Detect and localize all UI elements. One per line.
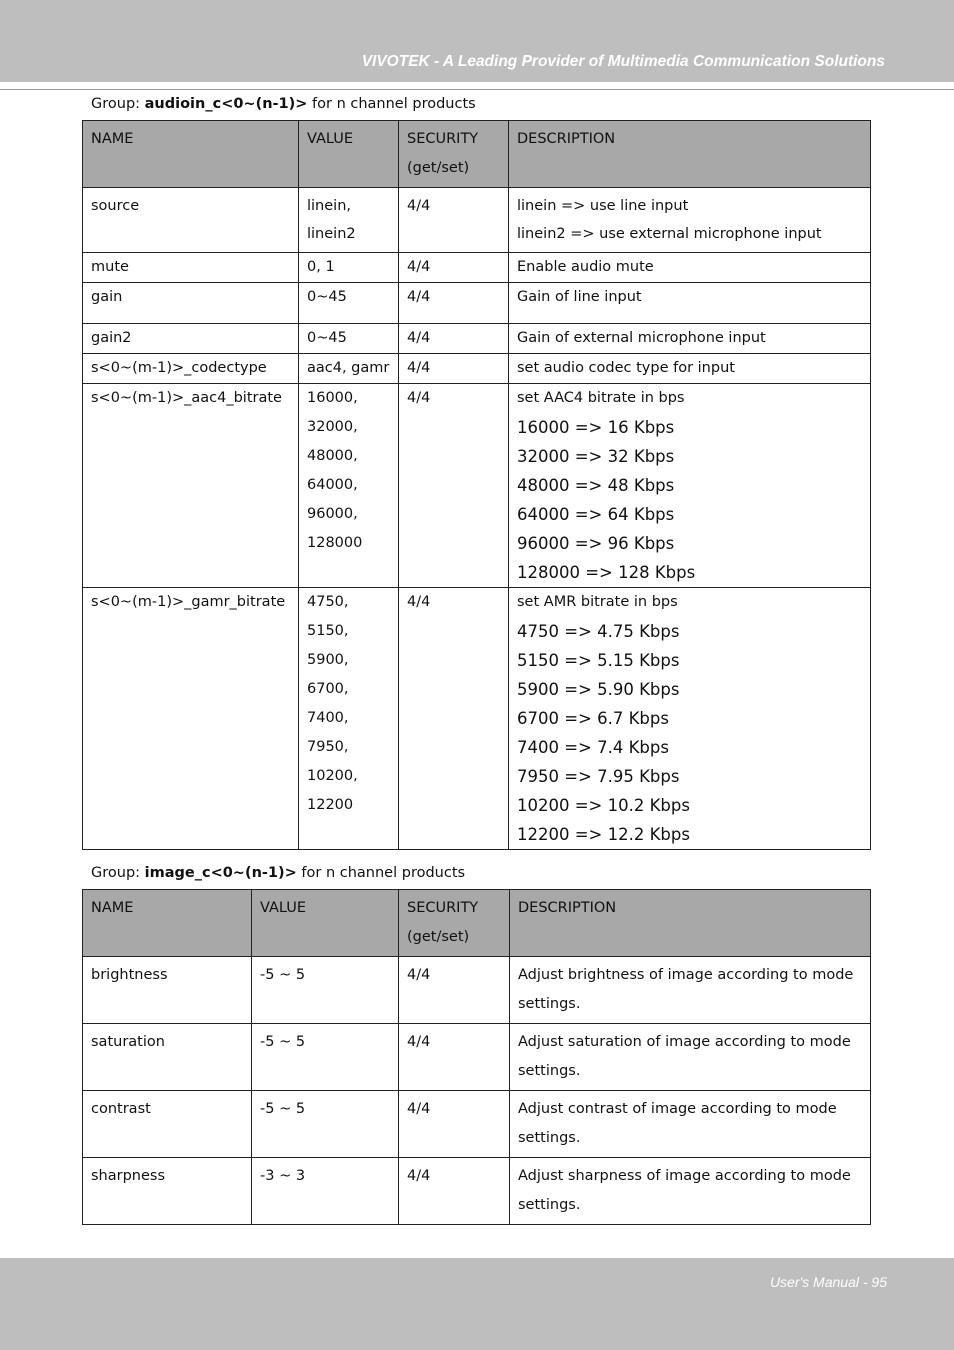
param-name: s<0~(m-1)>_aac4_bitrate	[83, 384, 299, 588]
param-description: Adjust contrast of image according to mode settings.	[510, 1091, 871, 1158]
table-header-row	[83, 890, 871, 957]
table-row	[83, 253, 871, 283]
group-name: audioin_c<0~(n-1)>	[144, 96, 308, 112]
group-suffix: for n channel products	[296, 865, 466, 881]
header-title: VIVOTEK - A Leading Provider of Multimedia Communication Solutions	[361, 53, 885, 70]
column-header-name: NAME	[83, 890, 252, 957]
column-header-name: NAME	[83, 121, 299, 188]
param-description: Adjust sharpness of image according to mode settings.	[510, 1158, 871, 1225]
security-label: SECURITY	[407, 131, 479, 147]
param-name: source	[83, 188, 299, 253]
audioin-parameter-table	[82, 120, 871, 850]
group-name: image_c<0~(n-1)>	[144, 865, 297, 881]
param-description: Enable audio mute	[509, 253, 871, 283]
column-header-description: DESCRIPTION	[510, 890, 871, 957]
security-sublabel: (get/set)	[407, 929, 470, 945]
param-security: 4/4	[399, 957, 510, 1024]
param-description: Gain of external microphone input	[509, 324, 871, 354]
param-security: 4/4	[399, 324, 509, 354]
param-security: 4/4	[399, 283, 509, 324]
image-parameter-table	[82, 889, 871, 1225]
footer-band	[0, 1258, 954, 1350]
param-description: set AMR bitrate in bps 4750 => 4.75 Kbps 5150 => 5.15 Kbps 5900 => 5.90 Kbps 6700 => 6.7 Kbps 7400 => 7.4 Kbps 7950 => 7.95 Kbps 10200 => 10.2 Kbps 12200 => 12.2 Kbps	[509, 588, 871, 850]
page-number: User's Manual - 95	[769, 1274, 887, 1290]
param-name: sharpness	[83, 1158, 252, 1225]
security-sublabel: (get/set)	[407, 160, 470, 176]
table-row	[83, 283, 871, 324]
table-row	[83, 354, 871, 384]
param-name: s<0~(m-1)>_codectype	[83, 354, 299, 384]
param-value: aac4, gamr	[299, 354, 399, 384]
column-header-description: DESCRIPTION	[509, 121, 871, 188]
param-name: gain	[83, 283, 299, 324]
param-security: 4/4	[399, 253, 509, 283]
table-row	[83, 588, 871, 850]
param-value: linein, linein2	[299, 188, 399, 253]
group-prefix: Group:	[91, 865, 145, 881]
group-suffix: for n channel products	[307, 96, 476, 112]
param-name: mute	[83, 253, 299, 283]
param-value: 16000, 32000, 48000, 64000, 96000, 128000	[299, 384, 399, 588]
column-header-security	[399, 890, 510, 957]
param-value: 0~45	[299, 283, 399, 324]
table-row	[83, 324, 871, 354]
param-value: 4750, 5150, 5900, 6700, 7400, 7950, 10200, 12200	[299, 588, 399, 850]
param-security: 4/4	[399, 1158, 510, 1225]
table-row	[83, 1091, 871, 1158]
param-value: 0, 1	[299, 253, 399, 283]
param-security: 4/4	[399, 188, 509, 253]
param-security: 4/4	[399, 1024, 510, 1091]
param-description: Adjust saturation of image according to mode settings.	[510, 1024, 871, 1091]
param-name: saturation	[83, 1024, 252, 1091]
column-header-security	[399, 121, 509, 188]
param-description: Gain of line input	[509, 283, 871, 324]
param-description: set audio codec type for input	[509, 354, 871, 384]
param-name: s<0~(m-1)>_gamr_bitrate	[83, 588, 299, 850]
column-header-value: VALUE	[299, 121, 399, 188]
group-prefix: Group:	[91, 96, 145, 112]
param-description: set AAC4 bitrate in bps 16000 => 16 Kbps 32000 => 32 Kbps 48000 => 48 Kbps 64000 => 64 Kbps 96000 => 96 Kbps 128000 => 128 Kbps	[509, 384, 871, 588]
header-band	[0, 0, 954, 82]
table-row	[83, 1024, 871, 1091]
param-value: -3 ~ 3	[252, 1158, 399, 1225]
table-header-row	[83, 121, 871, 188]
group-caption-audioin	[91, 96, 476, 112]
param-name: contrast	[83, 1091, 252, 1158]
param-value: -5 ~ 5	[252, 1091, 399, 1158]
group-caption-image	[91, 865, 465, 881]
param-name: gain2	[83, 324, 299, 354]
param-description: Adjust brightness of image according to mode settings.	[510, 957, 871, 1024]
security-label: SECURITY	[407, 900, 479, 916]
header-divider	[0, 89, 954, 90]
param-security: 4/4	[399, 1091, 510, 1158]
param-value: -5 ~ 5	[252, 1024, 399, 1091]
param-security: 4/4	[399, 588, 509, 850]
param-security: 4/4	[399, 384, 509, 588]
param-value: -5 ~ 5	[252, 957, 399, 1024]
table-row	[83, 1158, 871, 1225]
table-row	[83, 188, 871, 253]
table-row	[83, 384, 871, 588]
column-header-value: VALUE	[252, 890, 399, 957]
table-row	[83, 957, 871, 1024]
param-value: 0~45	[299, 324, 399, 354]
param-security: 4/4	[399, 354, 509, 384]
param-name: brightness	[83, 957, 252, 1024]
param-description: linein => use line input linein2 => use external microphone input	[509, 188, 871, 253]
